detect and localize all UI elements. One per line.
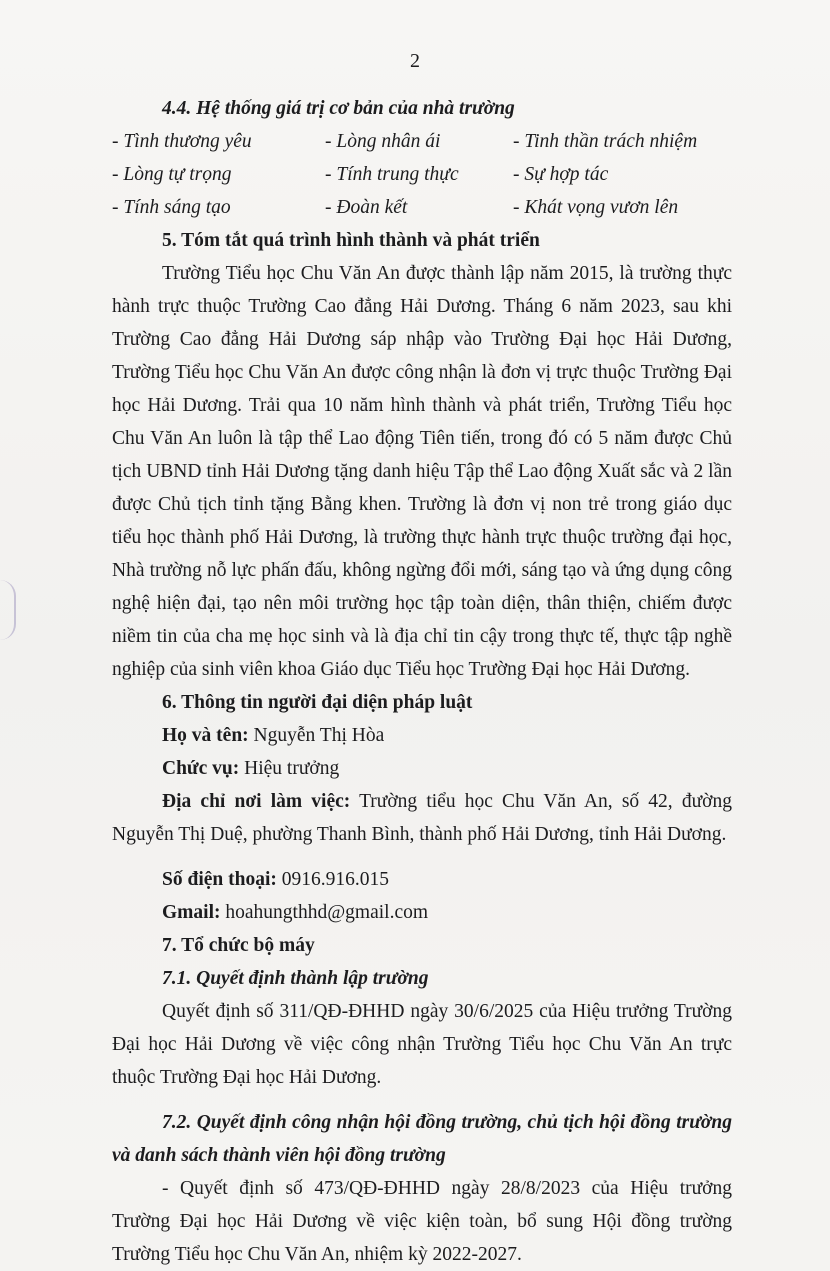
value-item: - Tình thương yêu (112, 131, 252, 152)
section-7-1-heading: 7.1. Quyết định thành lập trường (162, 968, 429, 989)
address-label: Địa chỉ nơi làm việc: (162, 791, 351, 812)
section-7-heading: 7. Tổ chức bộ máy (162, 935, 315, 956)
document-body (112, 92, 732, 1271)
section-7-2-heading: 7.2. Quyết định công nhận hội đồng trường, chủ tịch hội đồng trường và danh sách thành viên hội đồng trường (112, 1112, 732, 1166)
position-value: Hiệu trưởng (244, 758, 340, 779)
email-label: Gmail: (162, 902, 221, 923)
email-value: hoahungthhd@gmail.com (225, 902, 429, 923)
name-label: Họ và tên: (162, 725, 249, 746)
section-5-heading: 5. Tóm tắt quá trình hình thành và phát triển (162, 230, 540, 251)
value-item: - Tính sáng tạo (112, 197, 231, 218)
position-row (112, 752, 732, 785)
name-row (112, 719, 732, 752)
phone-row (112, 863, 732, 896)
section-7-1-text: Quyết định số 311/QĐ-ĐHHD ngày 30/6/2025 của Hiệu trưởng Trường Đại học Hải Dương về việc công nhận Trường Tiểu học Chu Văn An trực thuộc Trường Đại học Hải Dương. (112, 1001, 732, 1088)
section-6-heading: 6. Thông tin người đại diện pháp luật (162, 692, 473, 713)
address-row (112, 785, 732, 851)
email-row (112, 896, 732, 929)
page-number: 2 (410, 50, 420, 72)
name-value: Nguyễn Thị Hòa (253, 725, 385, 746)
values-list (112, 125, 732, 224)
phone-label: Số điện thoại: (162, 869, 277, 890)
value-item: - Đoàn kết (325, 197, 408, 218)
position-label: Chức vụ: (162, 758, 240, 779)
section-7-2-text: - Quyết định số 473/QĐ-ĐHHD ngày 28/8/2023 của Hiệu trưởng Trường Đại học Hải Dương về việc kiện toàn, bổ sung Hội đồng trường Trường Tiểu học Chu Văn An, nhiệm kỳ 2022-2027. (112, 1178, 732, 1265)
value-item: - Tinh thần trách nhiệm (513, 131, 698, 152)
value-item: - Lòng nhân ái (325, 131, 441, 152)
stamp-edge-mark (0, 580, 16, 640)
value-item: - Sự hợp tác (513, 164, 609, 185)
value-item: - Khát vọng vươn lên (513, 197, 679, 218)
value-item: - Tính trung thực (325, 164, 459, 185)
value-item: - Lòng tự trọng (112, 164, 232, 185)
section-4-4-heading: 4.4. Hệ thống giá trị cơ bản của nhà trường (162, 98, 515, 119)
address-value: Trường tiểu học Chu Văn An, số 42, đường Nguyễn Thị Duệ, phường Thanh Bình, thành phố Hải Dương, tỉnh Hải Dương. (112, 791, 732, 845)
phone-value: 0916.916.015 (281, 869, 389, 890)
section-5-paragraph: Trường Tiểu học Chu Văn An được thành lập năm 2015, là trường thực hành trực thuộc Trường Cao đẳng Hải Dương. Tháng 6 năm 2023, sau khi Trường Cao đẳng Hải Dương sáp nhập vào Trường Đại học Hải Dương, Trường Tiểu học Chu Văn An được công nhận là đơn vị trực thuộc Trường Đại học Hải Dương. Trải qua 10 năm hình thành và phát triển, Trường Tiểu học Chu Văn An luôn là tập thể Lao động Tiên tiến, trong đó có 5 năm được Chủ tịch UBND tỉnh Hải Dương tặng danh hiệu Tập thể Lao động Xuất sắc và 2 lần được Chủ tịch tỉnh tặng Bằng khen. Trường là đơn vị non trẻ trong giáo dục tiểu học thành phố Hải Dương, là trường thực hành trực thuộc trường đại học, Nhà trường nỗ lực phấn đấu, không ngừng đổi mới, sáng tạo và ứng dụng công nghệ hiện đại, tạo nên môi trường học tập toàn diện, thân thiện, chiếm được niềm tin của cha mẹ học sinh và là địa chỉ tin cậy trong thực tế, thực tập nghề nghiệp của sinh viên khoa Giáo dục Tiểu học Trường Đại học Hải Dương. (112, 263, 732, 680)
